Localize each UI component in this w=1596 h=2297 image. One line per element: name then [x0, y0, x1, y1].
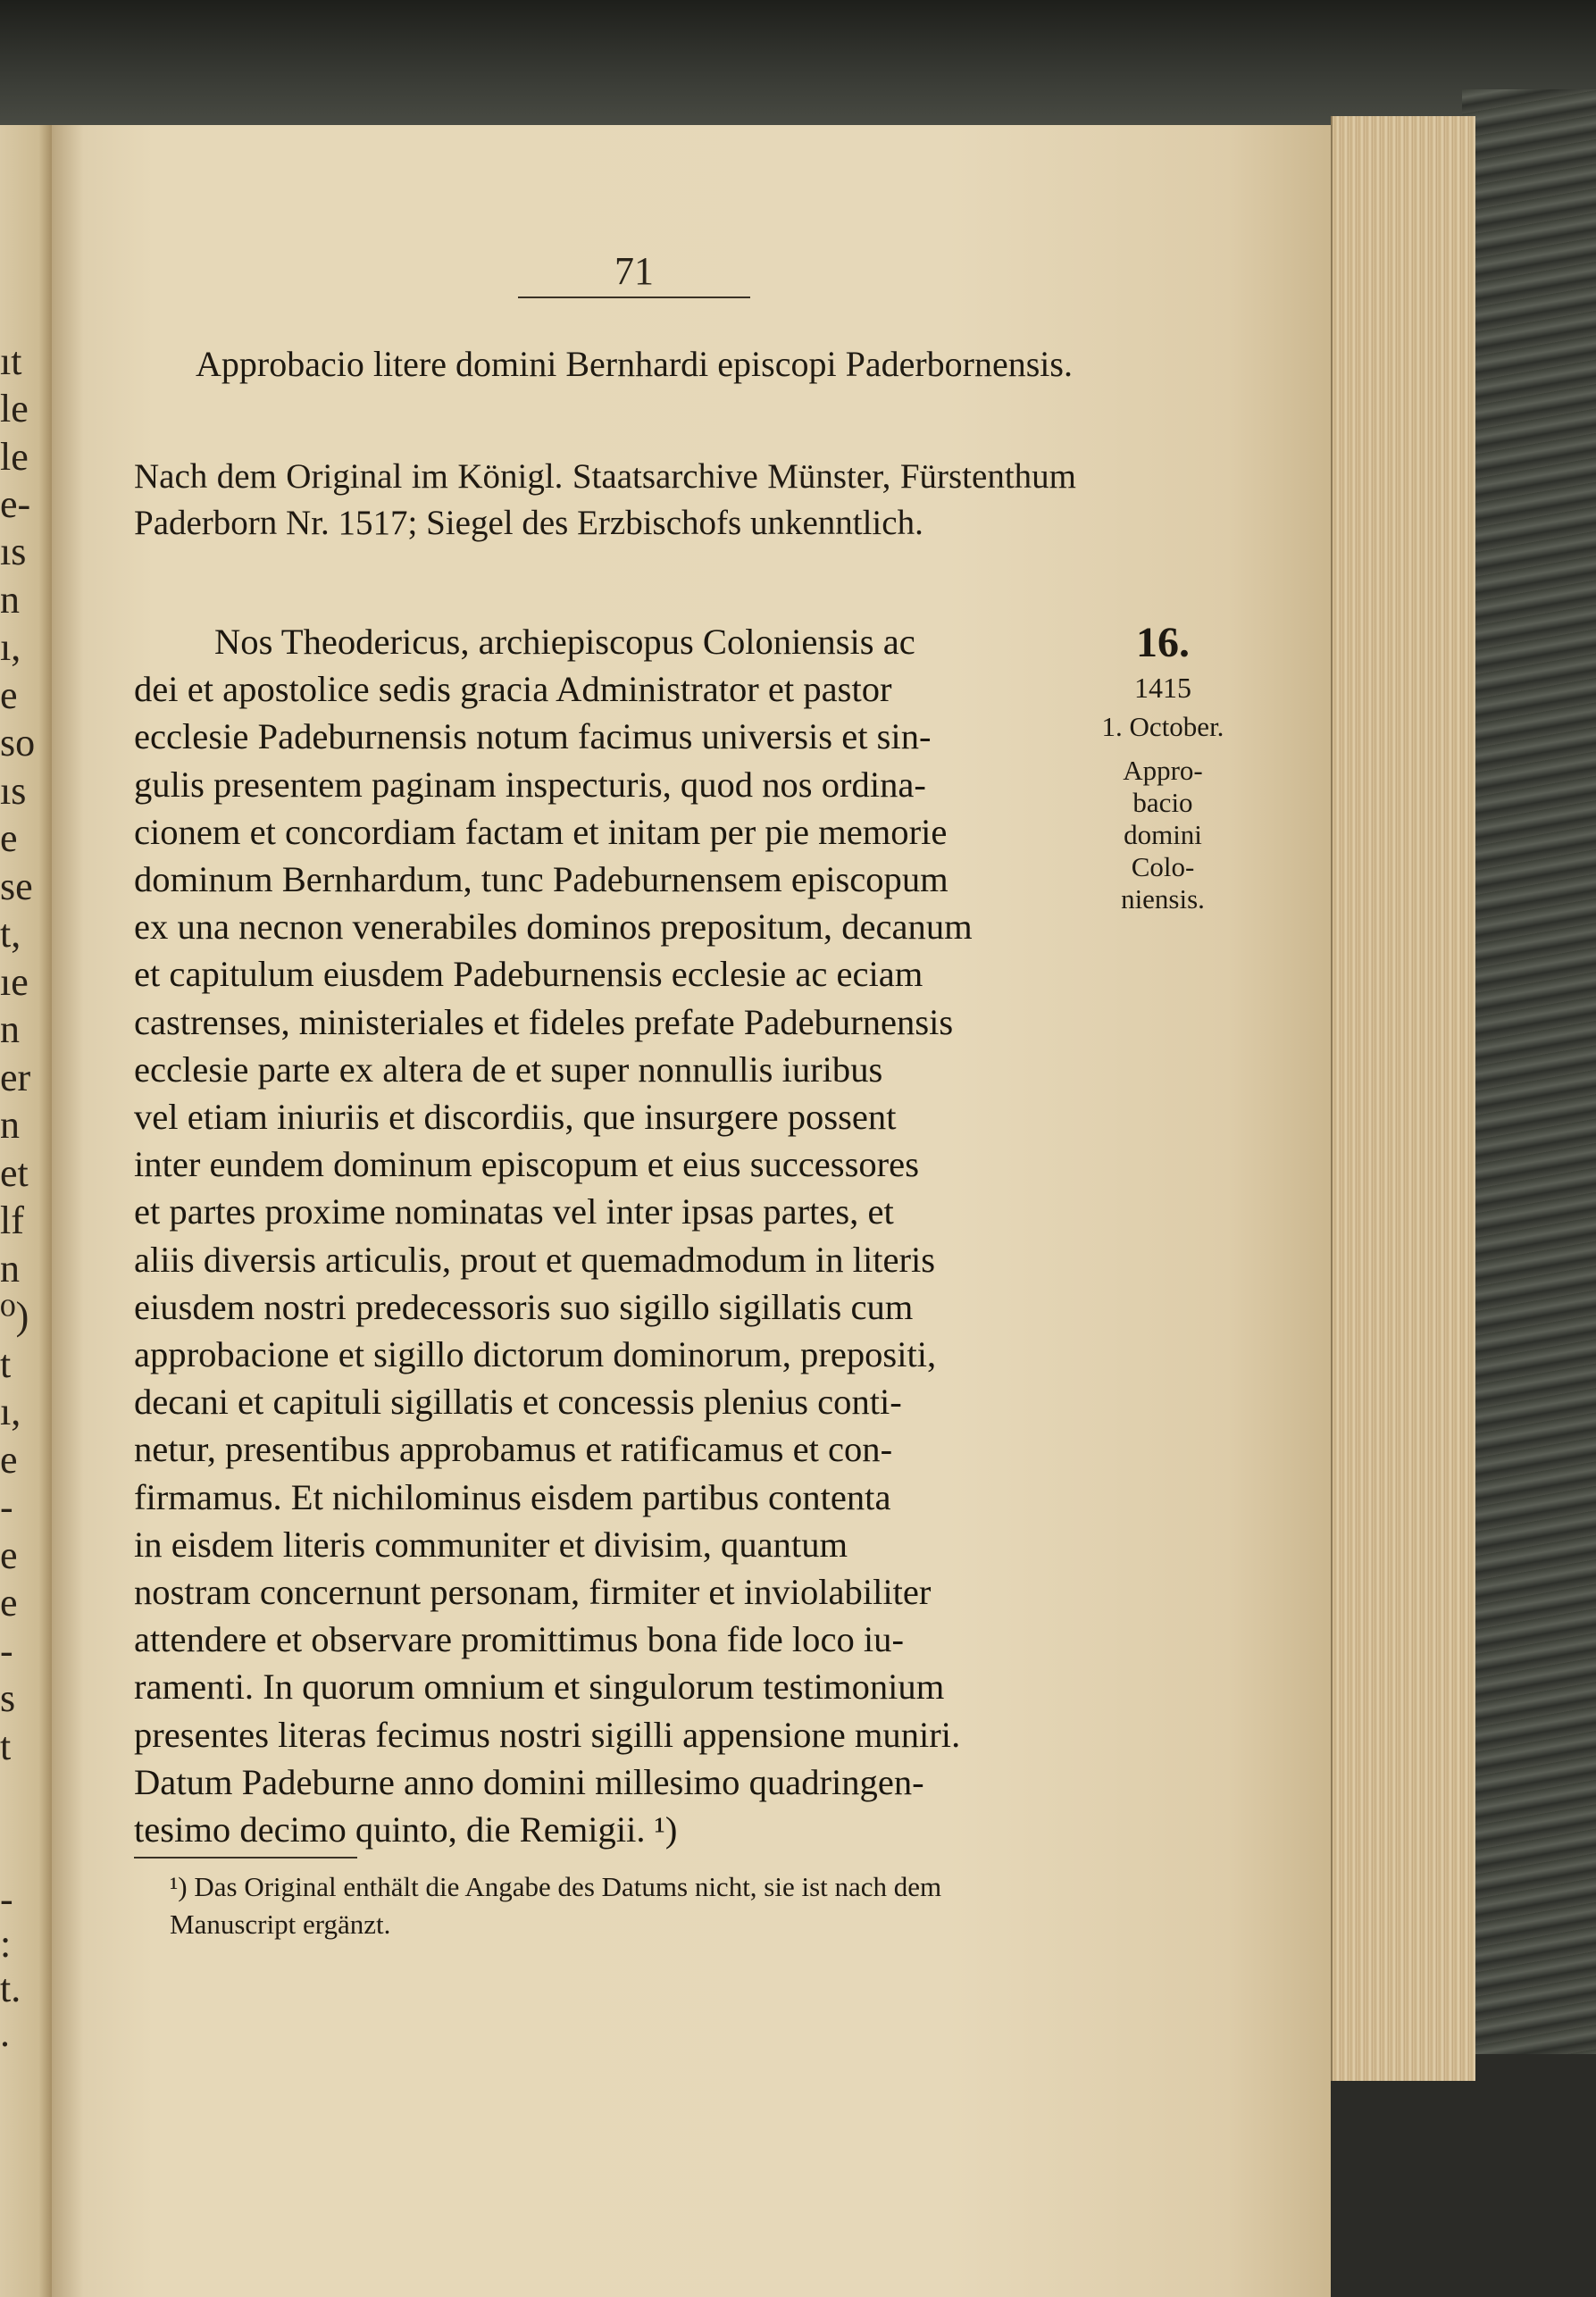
text-line: cionem et concordiam factam et initam per pie memorie — [134, 811, 948, 852]
text-line: Datum Padeburne anno domini millesimo quadringen- — [134, 1761, 924, 1802]
prev-fragment: ıt — [0, 339, 22, 383]
text-line: tesimo decimo quinto, die Remigii. ¹) — [134, 1809, 678, 1850]
prev-fragment: le — [0, 435, 29, 479]
prev-fragment: n — [0, 1247, 20, 1290]
margin-year: 1415 — [1134, 672, 1191, 704]
text-line: vel etiam iniuriis et discordiis, que insurgere possent — [134, 1097, 897, 1138]
source-note: Nach dem Original im Königl. Staatsarchive Münster, Fürstenthum Paderborn Nr. 1517; Siegel des Erzbischofs unkenntlich. — [134, 457, 1076, 542]
margin-summary-line: Appro- — [1123, 755, 1203, 786]
text-line: approbacione et sigillo dictorum dominorum, prepositi, — [134, 1334, 937, 1375]
prev-fragment: se — [0, 865, 33, 908]
prev-fragment: s — [0, 1676, 16, 1720]
document-heading: Approbacio litere domini Bernhardi episcopi Paderbornensis. — [196, 344, 1073, 384]
text-line: ex una necnon venerabiles dominos prepositum, decanum — [134, 906, 973, 948]
text-line: in eisdem literis communiter et divisim, quantum — [134, 1524, 848, 1565]
book-cover-right — [1462, 89, 1596, 2054]
prev-fragment: t — [0, 1342, 12, 1386]
prev-fragment: lf — [0, 1199, 24, 1242]
prev-fragment: n — [0, 578, 20, 622]
prev-fragment: - — [0, 1877, 13, 1921]
document-number: 16. — [1136, 619, 1190, 666]
text-line: firmamus. Et nichilominus eisdem partibus contenta — [134, 1476, 891, 1517]
margin-summary-line: bacio — [1132, 787, 1193, 818]
prev-fragment: n — [0, 1007, 20, 1051]
text-line: castrenses, ministeriales et fideles prefate Padeburnensis — [134, 1001, 954, 1042]
prev-fragment: e — [0, 1438, 18, 1482]
margin-date: 1. October. — [1101, 711, 1224, 742]
text-line: et capitulum eiusdem Padeburnensis ecclesie ac eciam — [134, 954, 923, 995]
text-line: eiusdem nostri predecessoris suo sigillo sigillatis cum — [134, 1286, 914, 1327]
text-line: dei et apostolice sedis gracia Administrator et pastor — [134, 669, 892, 710]
text-line: Nos Theodericus, archiepiscopus Coloniensis ac — [214, 622, 915, 662]
prev-fragment: so — [0, 721, 36, 764]
text-line: nostram concernunt personam, firmiter et inviolabiliter — [134, 1572, 932, 1613]
prev-fragment: ⁰) — [0, 1294, 29, 1338]
text-line: netur, presentibus approbamus et ratificamus et con- — [134, 1429, 893, 1470]
margin-summary-line: Colo- — [1131, 851, 1195, 882]
text-line: attendere et observare promittimus bona fide loco iu- — [134, 1619, 904, 1660]
book-cover-top — [0, 0, 1596, 134]
prev-fragment: . — [0, 2011, 10, 2055]
footnote: ¹) Das Original enthält die Angabe des Datums nicht, sie ist nach dem Manuscript ergänzt. — [170, 1871, 942, 1940]
prev-fragment: t. — [0, 1967, 21, 2010]
page-number-rule — [518, 297, 750, 298]
charter-text — [134, 618, 1077, 1868]
prev-fragment: ıs — [0, 530, 27, 573]
prev-fragment: e — [0, 1533, 18, 1577]
prev-fragment: e- — [0, 482, 31, 526]
margin-summary-line: niensis. — [1121, 883, 1205, 915]
text-line: ramenti. In quorum omnium et singulorum testimonium — [134, 1666, 945, 1708]
text-line: gulis presentem paginam inspecturis, quod nos ordina- — [134, 764, 926, 805]
prev-fragment: ıs — [0, 769, 27, 813]
prev-fragment: t, — [0, 912, 21, 956]
prev-fragment: le — [0, 387, 29, 430]
text-line: ecclesie parte ex altera de et super nonnullis iuribus — [134, 1048, 883, 1090]
prev-fragment: ı, — [0, 1390, 21, 1433]
prev-fragment: e — [0, 1581, 18, 1625]
text-line: dominum Bernhardum, tunc Padeburnensem episcopum — [134, 859, 948, 900]
prev-fragment: e — [0, 673, 18, 717]
text-line: aliis diversis articulis, prout et quemadmodum in literis — [134, 1239, 936, 1280]
footnote-rule — [134, 1857, 357, 1858]
text-line: et partes proxime nominatas vel inter ipsas partes, et — [134, 1191, 894, 1232]
text-line: ecclesie Padeburnensis notum facimus universis et sin- — [134, 716, 932, 757]
prev-fragment: n — [0, 1103, 20, 1147]
prev-fragment: - — [0, 1485, 13, 1529]
text-line: inter eundem dominum episcopum et eius successores — [134, 1144, 919, 1185]
previous-page-strip — [0, 125, 52, 2297]
text-line: decani et capituli sigillatis et concessis plenius conti- — [134, 1382, 902, 1423]
margin-summary-line: domini — [1124, 819, 1202, 850]
page-edges — [1331, 116, 1475, 2081]
text-line: presentes literas fecimus nostri sigilli appensione muniri. — [134, 1714, 961, 1755]
prev-fragment: er — [0, 1056, 31, 1099]
prev-fragment: t — [0, 1725, 12, 1768]
prev-fragment: ı, — [0, 625, 21, 669]
margin-summary — [1091, 755, 1234, 915]
prev-fragment: et — [0, 1151, 29, 1195]
prev-fragment: - — [0, 1629, 13, 1673]
page-number: 71 — [614, 249, 654, 293]
prev-fragment: ıe — [0, 960, 29, 1004]
prev-fragment: e — [0, 816, 18, 860]
prev-fragment: : — [0, 1922, 12, 1966]
